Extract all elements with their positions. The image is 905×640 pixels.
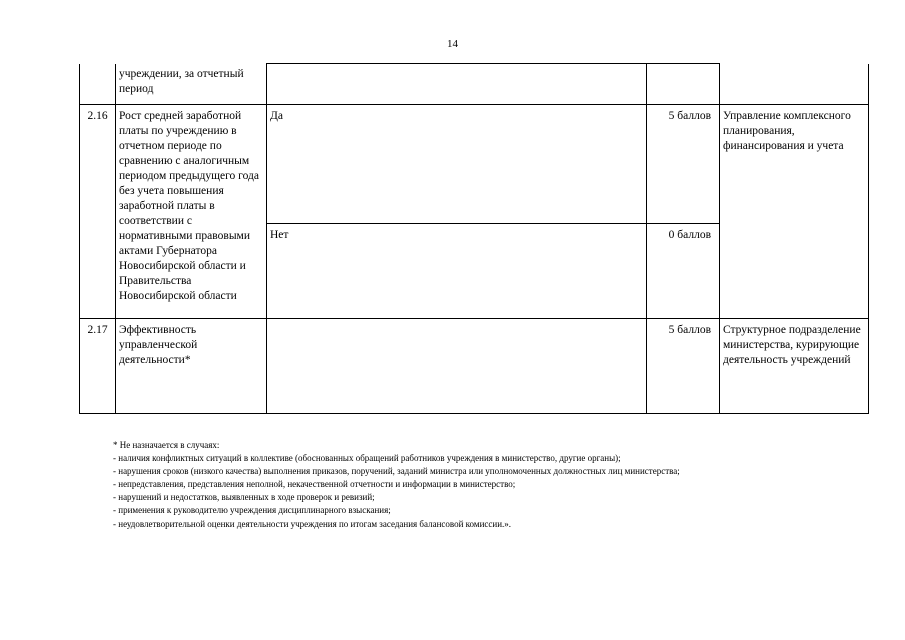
criteria-table: [79, 63, 869, 414]
cell-score-yes: 5 баллов: [647, 105, 720, 224]
table-row-continuation: [80, 64, 869, 105]
cell-criterion-continued: учреждении, за отчетный период: [116, 64, 267, 105]
cell-condition-2-17: [267, 319, 647, 414]
cell-number-2-17: 2.17: [80, 319, 116, 414]
table-row-2-16: [80, 105, 869, 224]
footnote-item: - нарушений и недостатков, выявленных в ходе проверок и ревизий;: [113, 492, 375, 503]
page-number: 14: [447, 38, 458, 50]
footnote-item: - нарушения сроков (низкого качества) выполнения приказов, поручений, заданий министра или уполномоченных должностных лиц министерства;: [113, 466, 680, 477]
cell-criterion-2-16: Рост средней заработной платы по учреждению в отчетном периоде по сравнению с аналогичным периодом предыдущего года без учета повышения заработной платы в соответствии с нормативными правовыми актами Губернатора Новосибирской области и Правительства Новосибирской области: [116, 105, 267, 319]
cell-condition-empty: [267, 64, 647, 105]
cell-responsible-2-17: Структурное подразделение министерства, курирующие деятельность учреждений: [720, 319, 869, 414]
cell-score-2-17: 5 баллов: [647, 319, 720, 414]
footnote-item: - применения к руководителю учреждения дисциплинарного взыскания;: [113, 505, 391, 516]
footnote-item: - наличия конфликтных ситуаций в коллективе (обоснованных обращений работников учреждения в министерство, другие органы);: [113, 453, 621, 464]
table-row-2-17: [80, 319, 869, 414]
footnotes: [113, 439, 873, 531]
cell-condition-yes: Да: [267, 105, 647, 224]
footnote-heading: * Не назначается в случаях:: [113, 440, 220, 450]
cell-criterion-2-17: Эффективность управленческой деятельности*: [116, 319, 267, 414]
cell-responsible-2-16: Управление комплексного планирования, финансирования и учета: [720, 105, 869, 319]
footnote-item: - неудовлетворительной оценки деятельности учреждения по итогам заседания балансовой комиссии.».: [113, 518, 512, 529]
cell-score-no: 0 баллов: [647, 224, 720, 319]
cell-number-2-16: 2.16: [80, 105, 116, 319]
footnote-item: - непредставления, представления неполной, некачественной отчетности и информации в министерство;: [113, 479, 516, 490]
cell-number-empty: [80, 64, 116, 105]
cell-condition-no: Нет: [267, 224, 647, 319]
cell-score-empty: [647, 64, 720, 105]
cell-responsible-empty: [720, 64, 869, 105]
